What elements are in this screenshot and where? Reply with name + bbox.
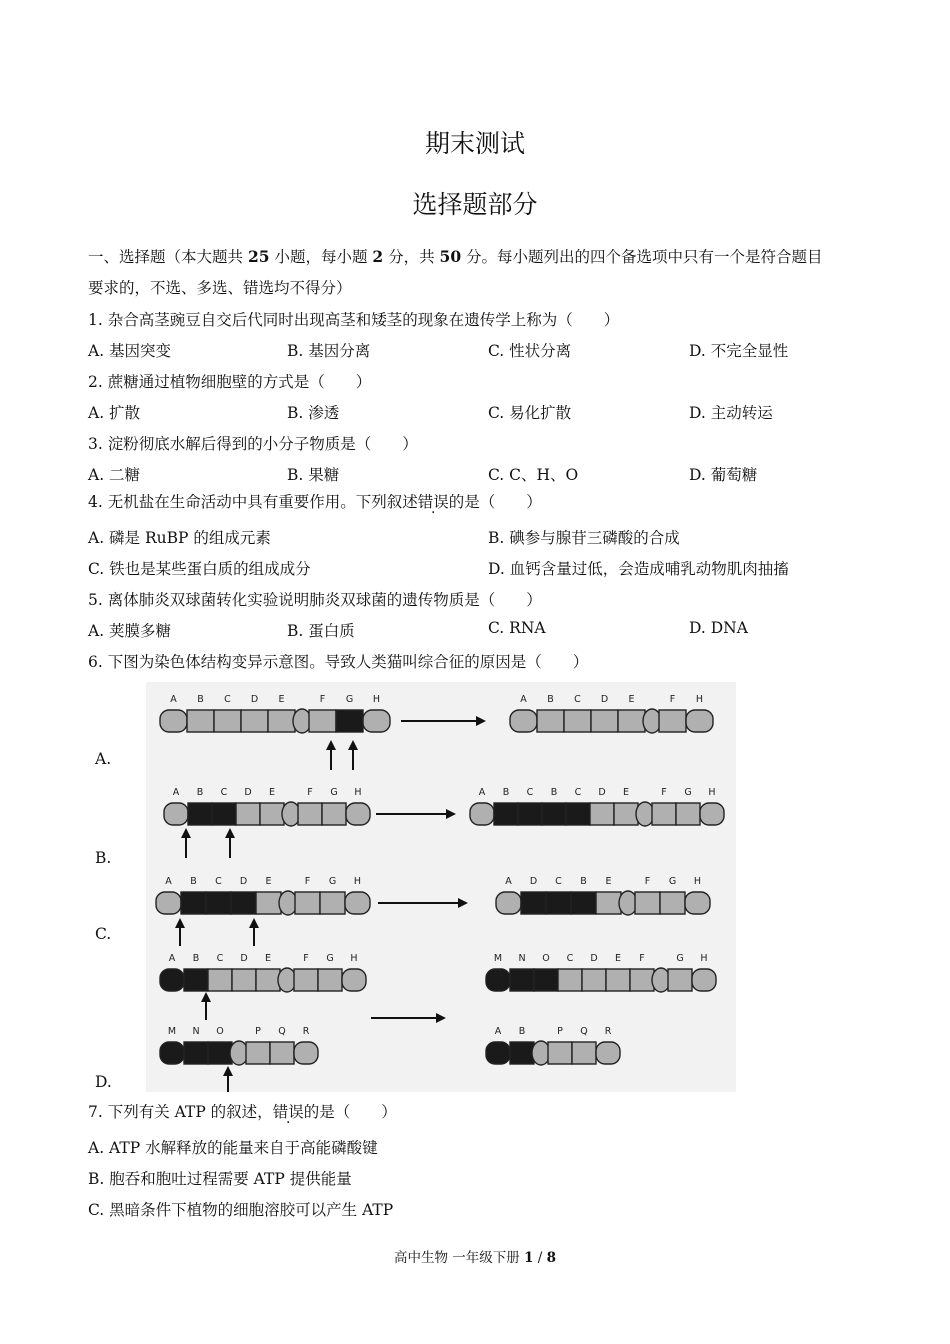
q2-option-b: B. 渗透	[287, 404, 340, 422]
chromosome-segment	[686, 710, 713, 732]
chromosome-segment	[700, 803, 724, 825]
footer-page: 1	[524, 1250, 534, 1266]
gene-label: D	[598, 787, 606, 798]
chromosome-segment	[184, 969, 208, 991]
chromosome-segment	[208, 1042, 232, 1064]
chromosome-segment	[596, 892, 621, 914]
gene-label: E	[628, 694, 635, 705]
chromosome-segment	[181, 892, 206, 914]
chromosome-segment	[470, 803, 494, 825]
gene-label: H	[350, 953, 358, 964]
chromosome-segment	[486, 1042, 510, 1064]
chromosome-segment	[208, 969, 232, 991]
gene-label: D	[250, 694, 259, 705]
q4-option-d: D. 血钙含量过低，会造成哺乳动物肌肉抽搐	[488, 560, 789, 578]
chromosome-segment	[537, 710, 564, 732]
q5-option-b: B. 蛋白质	[287, 622, 355, 640]
chromosome-segment	[494, 803, 518, 825]
gene-label: N	[192, 1026, 200, 1037]
centromere	[278, 968, 296, 992]
chromosome-segment	[692, 969, 716, 991]
q4-option-b: B. 碘参与腺苷三磷酸的合成	[488, 529, 680, 547]
chromosome-segment	[596, 1042, 620, 1064]
chromosome-segment	[188, 803, 212, 825]
chromosome-segment	[236, 803, 260, 825]
chromosome-segment	[256, 969, 280, 991]
q6-option-d: D.	[95, 1073, 112, 1091]
q1-option-c: C. 性状分离	[488, 342, 572, 360]
chromosome-segment	[606, 969, 630, 991]
q7-option-c: C. 黑暗条件下植物的细胞溶胶可以产生 ATP	[88, 1201, 394, 1219]
chromosome-segment	[496, 892, 521, 914]
chromosome-segment	[566, 803, 590, 825]
instr-text: 分，共	[383, 248, 440, 266]
question-4-stem	[88, 490, 542, 512]
q4-stem-text: 的是（ ）	[448, 493, 542, 511]
centromere	[643, 709, 661, 733]
gene-label: H	[372, 694, 381, 705]
page-footer	[0, 1246, 950, 1266]
section-title: 选择题部分	[412, 190, 538, 219]
q3-option-d: D. 葡萄糖	[689, 466, 758, 484]
gene-label: G	[330, 787, 338, 798]
chromosome-segment	[322, 803, 346, 825]
chromosome-segment	[558, 969, 582, 991]
gene-label: G	[668, 876, 677, 887]
gene-label: A	[172, 787, 180, 798]
question-7-stem	[88, 1100, 397, 1122]
chromosome-segment	[630, 969, 654, 991]
question-6-stem: 6. 下图为染色体结构变异示意图。导致人类猫叫综合征的原因是（ ）	[88, 653, 589, 671]
chromosome-segment	[659, 710, 686, 732]
gene-label: E	[278, 694, 285, 705]
chromosome-segment	[548, 1042, 572, 1064]
gene-label: A	[494, 1026, 502, 1037]
gene-label: G	[328, 876, 337, 887]
q3-option-b: B. 果糖	[287, 466, 340, 484]
chromosome-segment	[241, 710, 268, 732]
centromere	[619, 891, 637, 915]
chromosome-segment	[363, 710, 390, 732]
centromere	[636, 802, 654, 826]
gene-label: E	[264, 953, 272, 964]
centromere	[532, 1041, 550, 1065]
gene-label: E	[268, 787, 276, 798]
chromosome-segment	[521, 892, 546, 914]
instructions-line1	[88, 245, 823, 267]
gene-label: C	[574, 694, 581, 705]
q1-option-d: D. 不完全显性	[689, 342, 789, 360]
gene-label: F	[639, 953, 645, 964]
instr-points: 2	[372, 247, 384, 266]
chromosome-diagram	[146, 682, 736, 1092]
gene-label: B	[518, 1026, 526, 1037]
chromosome-segment	[685, 892, 710, 914]
chromosome-variation-figure	[146, 682, 736, 1092]
gene-label: H	[353, 876, 362, 887]
chromosome-segment	[618, 710, 645, 732]
footer-text: 高中生物 一年级下册	[393, 1250, 525, 1266]
footer-sep: /	[533, 1250, 547, 1266]
chromosome-segment	[346, 803, 370, 825]
gene-label: P	[255, 1026, 261, 1037]
q3-option-c: C. C、H、O	[488, 466, 579, 484]
chromosome-segment	[214, 710, 241, 732]
q4-option-a: A. 磷是 RuBP 的组成元素	[88, 529, 271, 547]
chromosome-segment	[320, 892, 345, 914]
q1-option-b: B. 基因分离	[287, 342, 371, 360]
gene-label: C	[526, 787, 534, 798]
gene-label: C	[574, 787, 582, 798]
chromosome-segment	[591, 710, 618, 732]
gene-label: C	[566, 953, 574, 964]
chromosome-segment	[510, 1042, 534, 1064]
gene-label: G	[326, 953, 334, 964]
gene-label: D	[590, 953, 598, 964]
chromosome-segment	[232, 969, 256, 991]
gene-label: N	[518, 953, 526, 964]
gene-label: E	[614, 953, 622, 964]
gene-label: C	[555, 876, 562, 887]
gene-label: C	[216, 953, 224, 964]
gene-label: B	[196, 787, 204, 798]
gene-label: B	[580, 876, 587, 887]
chromosome-segment	[212, 803, 236, 825]
gene-label: H	[354, 787, 362, 798]
chromosome-segment	[676, 803, 700, 825]
gene-label: A	[170, 694, 177, 705]
chromosome-segment	[156, 892, 181, 914]
gene-label: B	[197, 694, 204, 705]
gene-label: A	[520, 694, 527, 705]
q4-stem-text: 4. 无机盐在生命活动中具有重要作用。下列叙述	[88, 493, 418, 511]
gene-label: E	[265, 876, 272, 887]
chromosome-segment	[260, 803, 284, 825]
chromosome-segment	[510, 710, 537, 732]
gene-label: D	[240, 953, 248, 964]
chromosome-segment	[572, 1042, 596, 1064]
chromosome-segment	[582, 969, 606, 991]
question-1-stem: 1. 杂合高茎豌豆自交后代同时出现高茎和矮茎的现象在遗传学上称为（ ）	[88, 311, 620, 329]
chromosome-segment	[206, 892, 231, 914]
instr-text: 一、选择题（本大题共	[88, 248, 248, 266]
chromosome-segment	[160, 710, 187, 732]
gene-label: D	[239, 876, 248, 887]
gene-label: B	[502, 787, 510, 798]
gene-label: O	[216, 1026, 224, 1037]
gene-label: F	[661, 787, 667, 798]
chromosome-segment	[660, 892, 685, 914]
q4-option-c: C. 铁也是某些蛋白质的组成成分	[88, 560, 311, 578]
chromosome-segment	[546, 892, 571, 914]
gene-label: B	[192, 953, 200, 964]
chromosome-segment	[164, 803, 188, 825]
centromere	[293, 709, 311, 733]
gene-label: B	[550, 787, 558, 798]
q6-option-c: C.	[95, 925, 112, 943]
gene-label: C	[224, 694, 231, 705]
q7-option-a: A. ATP 水解释放的能量来自于高能磷酸键	[88, 1139, 378, 1157]
q7-stem-text: 7. 下列有关 ATP 的叙述，	[88, 1103, 273, 1121]
centromere	[282, 802, 300, 826]
chromosome-segment	[246, 1042, 270, 1064]
gene-label: D	[600, 694, 609, 705]
gene-label: H	[693, 876, 702, 887]
chromosome-segment	[295, 892, 320, 914]
gene-label: F	[669, 694, 676, 705]
q2-option-a: A. 扩散	[88, 404, 141, 422]
gene-label: F	[307, 787, 313, 798]
chromosome-segment	[309, 710, 336, 732]
chromosome-segment	[298, 803, 322, 825]
chromosome-segment	[160, 1042, 184, 1064]
gene-label: A	[168, 953, 176, 964]
gene-label: G	[684, 787, 692, 798]
gene-label: F	[644, 876, 651, 887]
q6-option-b: B.	[95, 849, 112, 867]
q7-emphasis: 错误	[272, 1103, 304, 1121]
chromosome-segment	[270, 1042, 294, 1064]
gene-label: H	[695, 694, 704, 705]
chromosome-segment	[268, 710, 295, 732]
gene-label: A	[478, 787, 486, 798]
chromosome-segment	[668, 969, 692, 991]
chromosome-segment	[187, 710, 214, 732]
chromosome-segment	[336, 710, 363, 732]
q3-option-a: A. 二糖	[88, 466, 141, 484]
page-title: 期末测试	[424, 129, 525, 158]
gene-label: C	[215, 876, 222, 887]
chromosome-segment	[510, 969, 534, 991]
chromosome-segment	[614, 803, 638, 825]
chromosome-segment	[160, 969, 184, 991]
chromosome-segment	[256, 892, 281, 914]
instr-count: 25	[247, 247, 270, 266]
gene-label: M	[493, 953, 503, 964]
chromosome-segment	[534, 969, 558, 991]
chromosome-segment	[635, 892, 660, 914]
q6-option-a: A.	[95, 750, 112, 768]
chromosome-segment	[518, 803, 542, 825]
chromosome-segment	[590, 803, 614, 825]
gene-label: R	[302, 1026, 310, 1037]
gene-label: P	[557, 1026, 563, 1037]
gene-label: E	[622, 787, 630, 798]
chromosome-segment	[184, 1042, 208, 1064]
footer-total: 8	[546, 1250, 557, 1266]
gene-label: O	[542, 953, 550, 964]
instr-text: 分。每小题列出的四个备选项中只有一个是符合题目	[461, 248, 823, 266]
gene-label: H	[708, 787, 716, 798]
q5-option-a: A. 荚膜多糖	[88, 622, 172, 640]
q2-option-d: D. 主动转运	[689, 404, 773, 422]
centromere	[279, 891, 297, 915]
question-5-stem: 5. 离体肺炎双球菌转化实验说明肺炎双球菌的遗传物质是（ ）	[88, 591, 542, 609]
chromosome-segment	[231, 892, 256, 914]
centromere	[652, 968, 670, 992]
gene-label: C	[220, 787, 228, 798]
chromosome-segment	[294, 969, 318, 991]
question-2-stem: 2. 蔗糖通过植物细胞壁的方式是（ ）	[88, 373, 372, 391]
gene-label: F	[319, 694, 326, 705]
chromosome-segment	[542, 803, 566, 825]
gene-label: G	[676, 953, 684, 964]
q1-option-a: A. 基因突变	[88, 342, 172, 360]
q7-option-b: B. 胞吞和胞吐过程需要 ATP 提供能量	[88, 1170, 352, 1188]
gene-label: F	[304, 876, 311, 887]
gene-label: H	[700, 953, 708, 964]
gene-label: Q	[580, 1026, 588, 1037]
gene-label: E	[605, 876, 612, 887]
chromosome-segment	[294, 1042, 318, 1064]
q7-stem-text: 的是（ ）	[303, 1103, 397, 1121]
figure-background	[146, 682, 736, 1092]
chromosome-segment	[342, 969, 366, 991]
gene-label: A	[165, 876, 172, 887]
chromosome-segment	[318, 969, 342, 991]
gene-label: B	[547, 694, 554, 705]
chromosome-segment	[571, 892, 596, 914]
instr-total: 50	[439, 247, 462, 266]
q5-option-c: C. RNA	[488, 619, 546, 637]
instructions-line2: 要求的，不选、多选、错选均不得分）	[88, 279, 352, 297]
gene-label: D	[244, 787, 252, 798]
chromosome-segment	[345, 892, 370, 914]
instr-text: 小题，每小题	[269, 248, 373, 266]
chromosome-segment	[564, 710, 591, 732]
question-3-stem: 3. 淀粉彻底水解后得到的小分子物质是（ ）	[88, 435, 418, 453]
gene-label: A	[505, 876, 512, 887]
q4-emphasis: 错误	[417, 493, 449, 511]
gene-label: Q	[278, 1026, 286, 1037]
chromosome-segment	[652, 803, 676, 825]
q5-option-d: D. DNA	[689, 619, 748, 637]
gene-label: R	[604, 1026, 612, 1037]
gene-label: G	[345, 694, 354, 705]
gene-label: M	[167, 1026, 177, 1037]
gene-label: F	[303, 953, 309, 964]
gene-label: B	[190, 876, 197, 887]
chromosome-segment	[486, 969, 510, 991]
gene-label: D	[529, 876, 538, 887]
q2-option-c: C. 易化扩散	[488, 404, 572, 422]
